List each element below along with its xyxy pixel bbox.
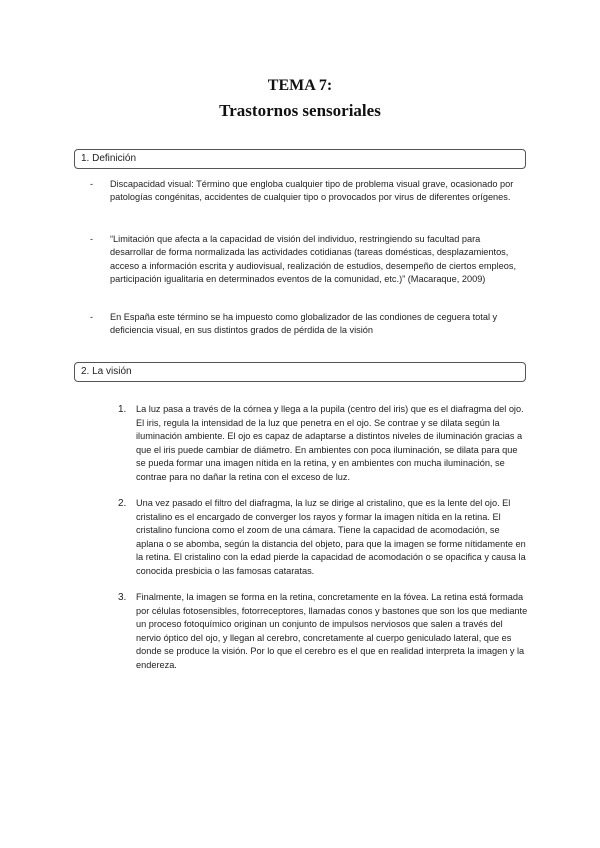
section-heading-la-vision: 2. La visión	[74, 362, 526, 382]
document-title: TEMA 7:	[267, 77, 333, 94]
item-text: Una vez pasado el filtro del diafragma, la luz se dirige al cristalino, que es la lente del ojo. El cristalino es el encargado de converger los rayos y formar la imagen nítida en la retina. El cristalino funciona como el zoom de una cámara. Tiene la capacidad de acomodación, se aplana o se abomba, según la distancia del objeto, para que la imagen se forme nítidamente en la retina. El cristalino con la edad pierde la capacidad de acomodación o se opacifica y causa la conocida presbicia o las famosas cataratas.	[136, 498, 526, 576]
bullet-text: “Limitación que afecta a la capacidad de visión del individuo, restringiendo su facultad para desarrollar de forma normalizada las actividades cotidianas (tareas domésticas, desplazamientos, acceso a información escrita y audiovisual, realización de estudios, desempeño de ciertos empleos, participación igualitaria en determinados eventos de la comunidad, etc.)” (Macaraque, 2009)	[110, 234, 516, 285]
bullet-marker: -	[90, 179, 94, 189]
bullet-text: En España este término se ha impuesto como globalizador de las condiones de ceguera total y deficiencia visual, en sus distintos grados de pérdida de la visión	[110, 312, 498, 336]
numbered-item	[118, 591, 528, 673]
item-number: 1.	[118, 404, 127, 415]
document-subtitle: Trastornos sensoriales	[219, 101, 381, 120]
bullet-item	[90, 178, 526, 205]
item-text: Finalmente, la imagen se forma en la retina, concretamente en la fóvea. La retina está formada por células fotosensibles, fotorreceptores, llamadas conos y bastones que son los que mediante un proceso fotoquímico originan un conjunto de impulsos nerviosos que salen a través del nervio óptico del ojo, y llegan al cerebro, concretamente al cuerpo geniculado lateral, que es donde se produce la visión. Por lo que el cerebro es el que en realidad interpreta la imagen y la endereza.	[136, 592, 528, 670]
bullet-marker: -	[90, 312, 94, 322]
numbered-item	[118, 403, 528, 485]
bullet-item	[90, 233, 526, 287]
item-text: La luz pasa a través de la córnea y llega a la pupila (centro del iris) que es el diafragma del ojo. El iris, regula la intensidad de la luz que penetra en el ojo. Se contrae y se dilata según la iluminación ambiente. El ojo es capaz de adaptarse a distintos niveles de iluminación gracias a que el iris puede cambiar de diámetro. En ambientes con poca iluminación, se dilata para que se pueda formar una imagen nítida en la retina, y en ambientes con mucha iluminación, se contrae para no dañar la retina con el exceso de luz.	[136, 404, 524, 482]
item-number: 3.	[118, 592, 127, 603]
section-heading-definicion: 1. Definición	[74, 149, 526, 169]
bullet-text: Discapacidad visual: Término que engloba cualquier tipo de problema visual grave, ocasionado por patologías congénitas, accidentes de cualquier tipo o provocados por virus de diferentes orígenes.	[110, 179, 514, 203]
numbered-item	[118, 497, 528, 579]
bullet-marker: -	[90, 234, 94, 244]
bullet-item	[90, 311, 526, 338]
item-number: 2.	[118, 498, 127, 509]
